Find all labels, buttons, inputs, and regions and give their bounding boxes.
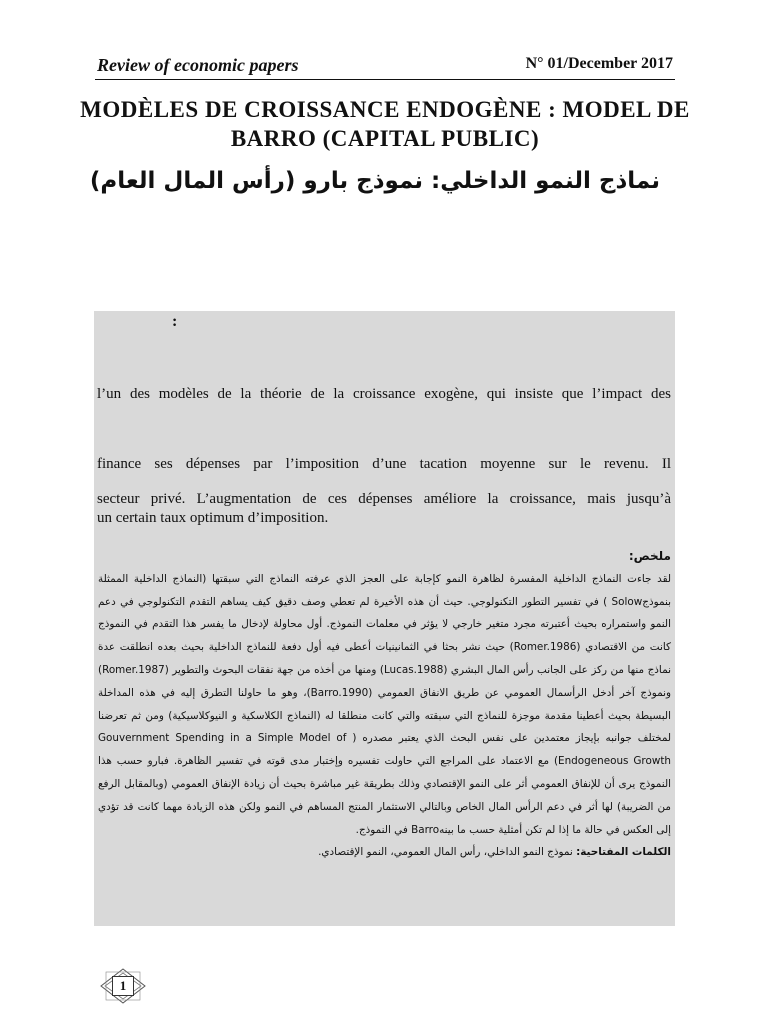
page-number: 1 [112, 976, 134, 996]
abstract-heading-colon: : [172, 313, 178, 330]
title-french: MODÈLES DE CROISSANCE ENDOGÈNE : MODEL DE BARRO (CAPITAL PUBLIC) [80, 97, 690, 151]
running-header [95, 53, 675, 79]
abstract-arabic [98, 545, 671, 864]
abstract-fr-line: l’un des modèles de la théorie de la croissance exogène, qui insiste que l’impact des [97, 386, 671, 402]
abstract-arabic-heading: ملخص: [628, 549, 671, 563]
header-rule [95, 79, 675, 80]
abstract-arabic-box [94, 533, 675, 926]
keywords-text: نموذج النمو الداخلي، رأس المال العمومي، النمو الإقتصادي. [318, 846, 573, 859]
abstract-section [94, 311, 675, 926]
title-arabic: نماذج النمو الداخلي: نموذج بارو (رأس المال العام) [89, 168, 660, 194]
abstract-arabic-body: لقد جاءت النماذج الداخلية المفسرة لظاهرة النمو كإجابة على العجز الذي عرفته النماذج التي سبقتها (النماذج الداخلية الممثلة بنموذجSolow ) في تفسير التطور التكنولوجي. حيث أن هذه الأخيرة لم تعطي وصف دقيق كيف يساهم التقدم التكنولوجي في دعم النمو واستمراره بحيث أعتبرته مجرد متغير خارجي لا يؤثر في معلمات النموذج. أول محاولة لإدخال ما يفسر هذا التقدم في النموذج كانت من الاقتصادي (Romer.1986) حيث نشر بحثا في الثمانينيات أعطى فيه أول دفعة للنماذج الداخلية بحيث بعده انطلقت عدة نماذج منها من ركز على الجانب رأس المال البشري (Lucas.1988) ومنها من أخذه من جهة نفقات البحوث والتطوير (Romer.1987) ونموذج آخر أدخل الرأسمال العمومي عن طريق الانفاق العمومي (Barro.1990)، وهو ما حاولنا التطرق إليه في هذه المداخلة البسيطة بحيث أعطينا مقدمة موجزة للنماذج التي سبقته والتي كانت منطلقا له (النماذج الكلاسكية و النيوكلاسيكية) ومن ثم تعرضنا لمختلف جوانبه بإيجاز معتمدين على نفس البحث الذي يعتبر مصدره ( Gouvernment Spending in a Simple Model of Endogeneous Growth) مع الاعتماد على المراجع التي حاولت تفسيره وإختبار مدى قوته في تفسير الظاهرة. فبارو حسب هذا النموذج يرى أن للإنفاق العمومي أثر على النمو الإقتصادي وذلك بطريقة غير مباشرة بحيث أن زيادة الإنفاق العمومي (وبالمقابل الرفع من الضريبة) لها أثر في دعم الرأس المال الخاص وبالتالي الاستثمار المنتج المساهم في النمو ولكن هذه الزيادة مهما كانت قد تؤدي إلى العكس في حالة ما إذا لم تكن أمثلية حسب ما بينهBarro في النموذج. [98, 572, 671, 836]
abstract-fr-line: secteur privé. L’augmentation de ces dépenses améliore la croissance, mais jusqu’à [97, 491, 671, 507]
keywords-label: الكلمات المفتاحية: [576, 846, 671, 859]
issue-number: N° 01/December 2017 [525, 55, 673, 72]
abstract-french-box [94, 311, 675, 533]
page-number-badge [98, 968, 148, 1004]
journal-name: Review of economic papers [97, 55, 299, 75]
abstract-fr-line: un certain taux optimum d’imposition. [97, 510, 329, 526]
abstract-fr-line: finance ses dépenses par l’imposition d’une tacation moyenne sur le revenu. Il [97, 456, 671, 472]
